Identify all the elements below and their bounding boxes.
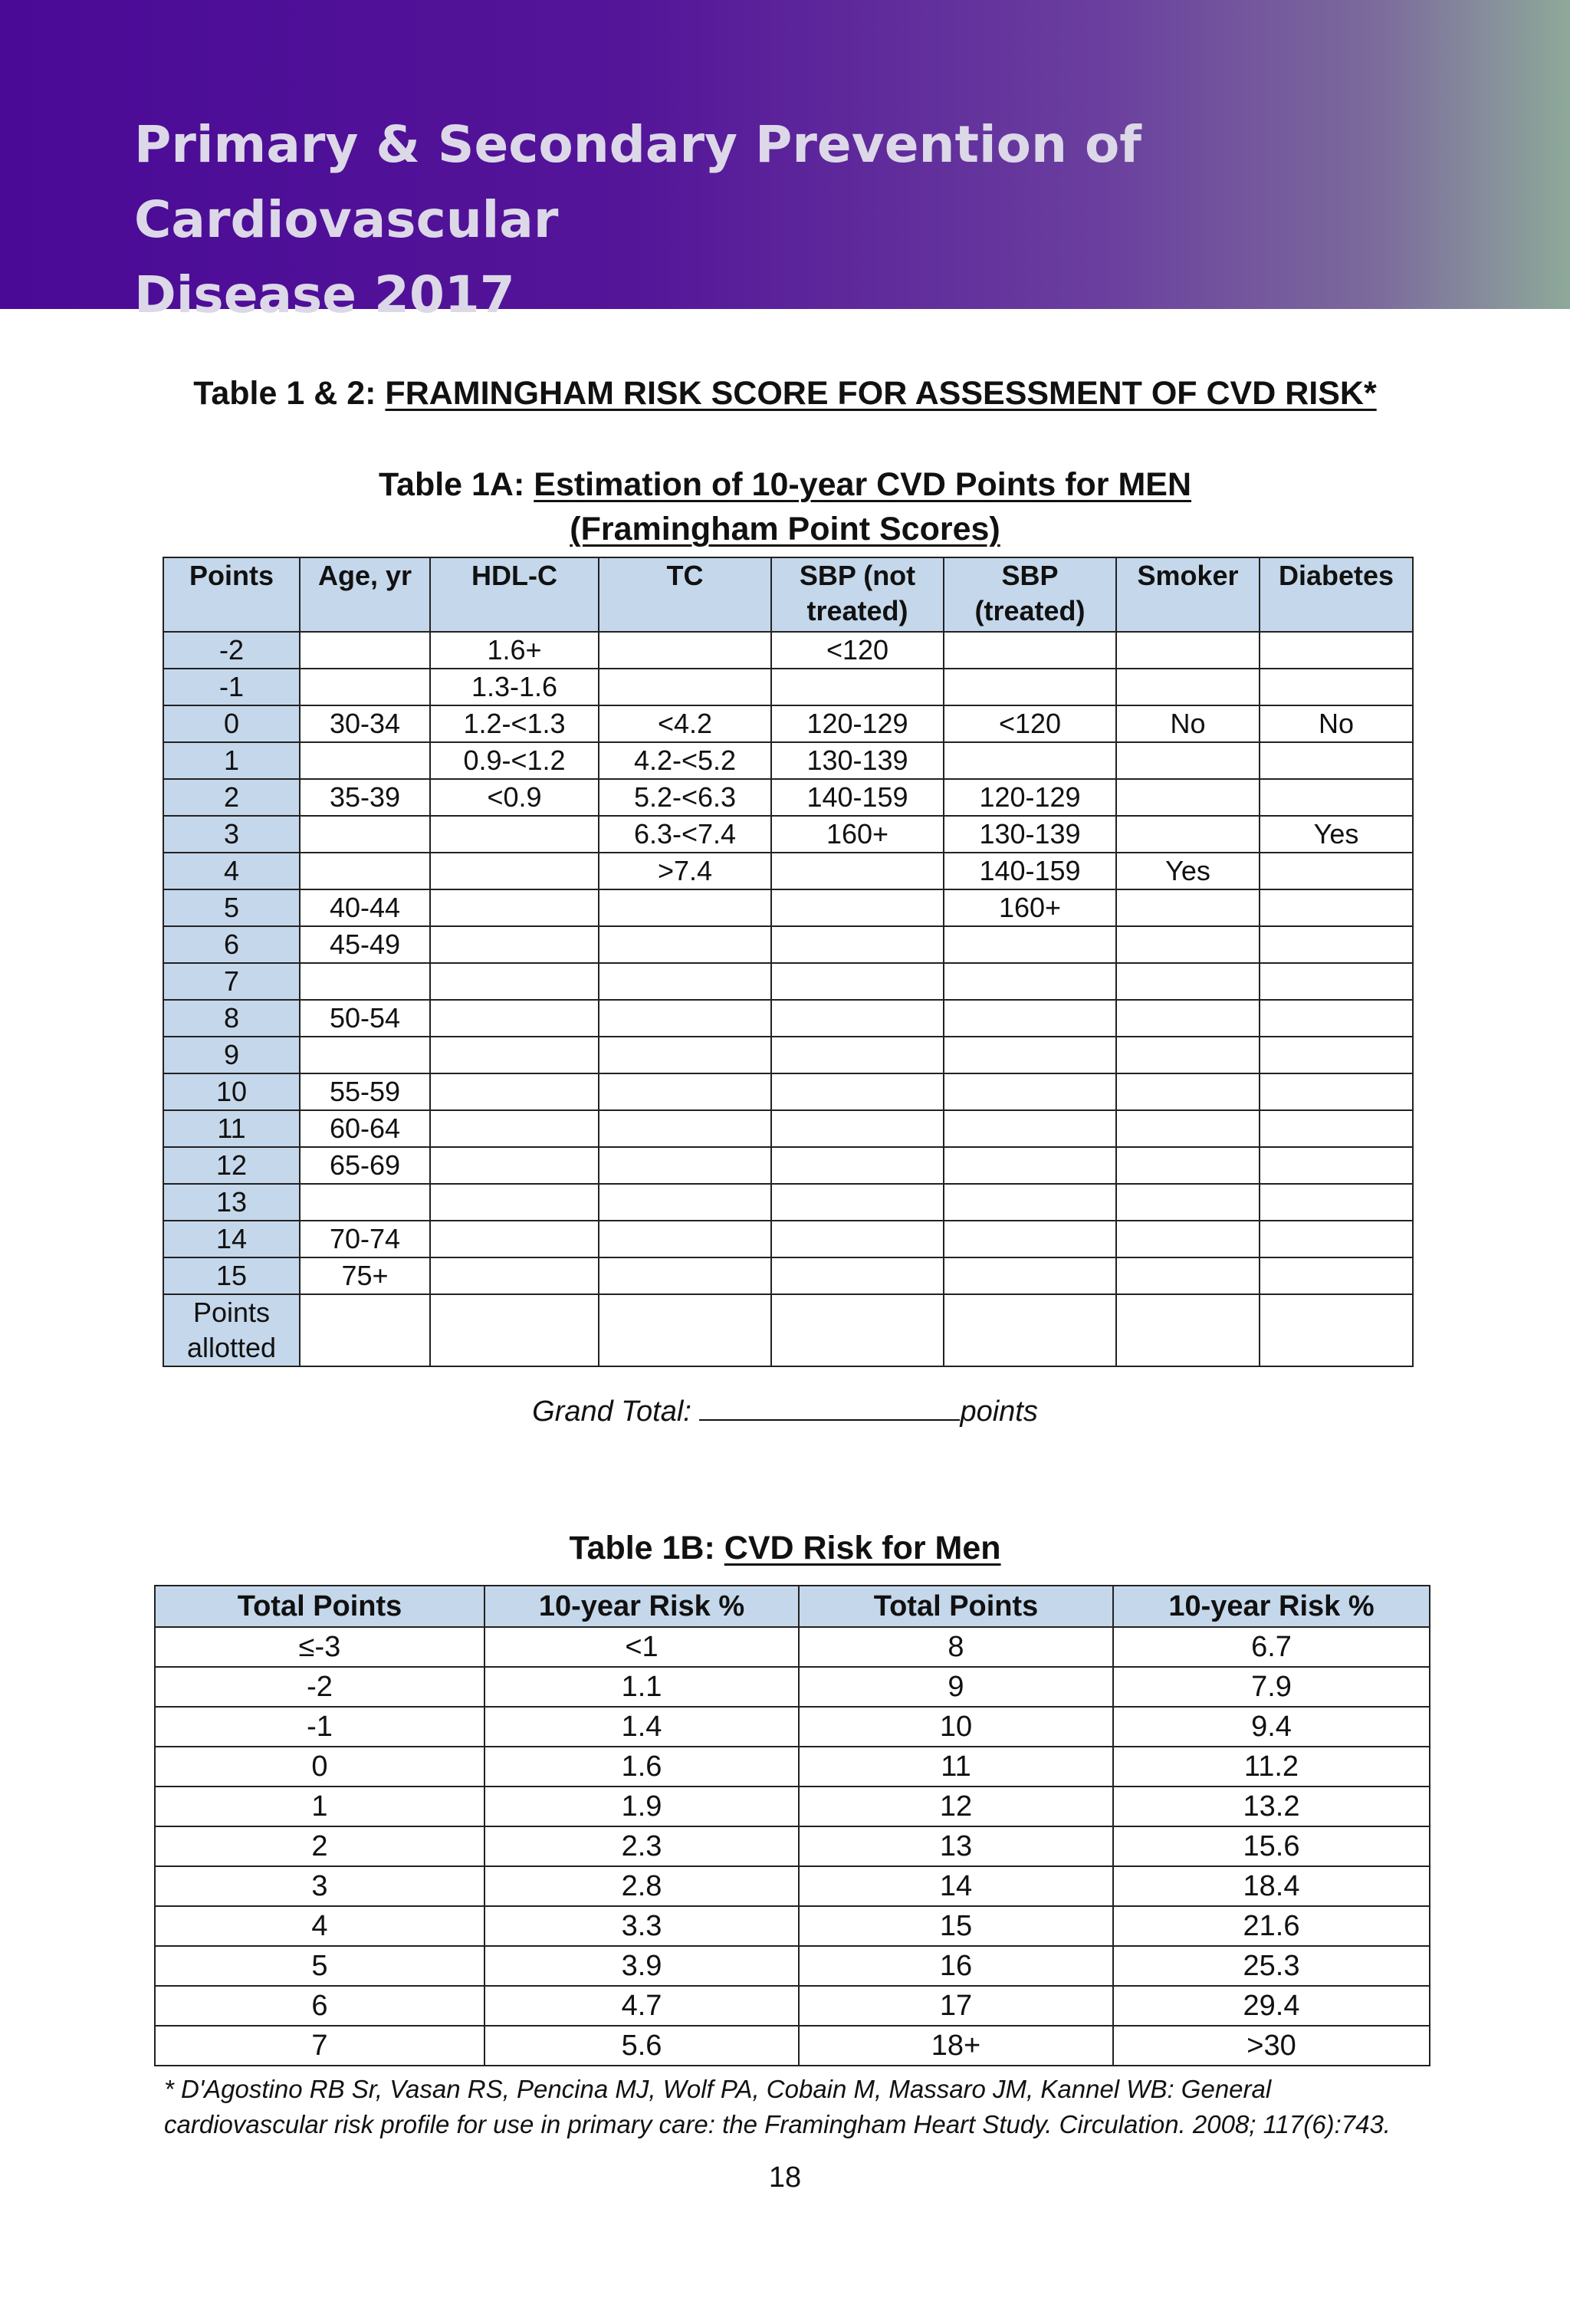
table-row [155,2026,1430,2066]
grand-total-suffix: points [960,1395,1038,1428]
table-cell [771,1037,944,1073]
footnote [164,2072,1544,2142]
table-cell [1260,1184,1413,1221]
framingham-points-table [163,557,1414,1367]
table-cell [430,816,599,853]
table-cell [1260,742,1413,779]
table-cell: 35-39 [300,779,430,816]
table-cell: 5.2-<6.3 [599,779,771,816]
table-cell [1260,1000,1413,1037]
table-cell [1116,1147,1260,1184]
table-cell: <120 [771,632,944,669]
table-cell: 1.2-<1.3 [430,705,599,742]
table-cell [599,889,771,926]
table-cell [1116,669,1260,705]
table-cell [430,926,599,963]
table-cell: 130-139 [944,816,1116,853]
col-header-smoker: Smoker [1116,557,1260,632]
table-cell [599,1294,771,1366]
document-title-line1: Primary & Secondary Prevention of Cardiovascular [134,115,1142,249]
points-cell: 3 [163,816,300,853]
table1b-prefix: Table 1B: [569,1530,715,1566]
section-heading [0,373,1570,413]
points-cell: 13 [163,1184,300,1221]
table-cell [430,1184,599,1221]
grand-total-line [0,1392,1570,1432]
points-cell: 8 [163,1000,300,1037]
table-cell [1260,632,1413,669]
table-cell: 1.6+ [430,632,599,669]
points-cell: Points allotted [163,1294,300,1366]
table-cell [1260,926,1413,963]
table-cell [599,1110,771,1147]
table-cell [771,1110,944,1147]
table-cell [300,816,430,853]
table-cell [300,1294,430,1366]
table-cell: 140-159 [944,853,1116,889]
table-cell: 12 [799,1787,1113,1826]
table-cell: 55-59 [300,1073,430,1110]
table-cell [599,1147,771,1184]
table-cell: 160+ [771,816,944,853]
table-cell: 10 [799,1707,1113,1747]
points-cell: -2 [163,632,300,669]
table-row [163,632,1413,669]
table-row [155,1946,1430,1986]
table-cell: 1.3-1.6 [430,669,599,705]
table-cell [430,1147,599,1184]
table-cell [599,1257,771,1294]
points-cell: 0 [163,705,300,742]
table-row [163,1110,1413,1147]
col-header-tc: TC [599,557,771,632]
table-row [163,1000,1413,1037]
table-cell: 13 [799,1826,1113,1866]
table-row [155,1906,1430,1946]
table-cell: <120 [944,705,1116,742]
table-cell [430,1037,599,1073]
table-cell [599,1221,771,1257]
document-title [134,107,1514,333]
table-cell [944,963,1116,1000]
table-cell [599,632,771,669]
col-header-total-points-2: Total Points [799,1586,1113,1627]
table-cell: -1 [155,1707,484,1747]
table-cell: 15.6 [1113,1826,1430,1866]
points-cell: 6 [163,926,300,963]
points-cell: 7 [163,963,300,1000]
table-row [155,1986,1430,2026]
table-cell [944,1037,1116,1073]
table-cell [1116,926,1260,963]
table-cell: 16 [799,1946,1113,1986]
table1a-title [0,462,1570,551]
table-row [163,816,1413,853]
table-cell [599,669,771,705]
table-cell [1116,1184,1260,1221]
grand-total-label: Grand Total: [532,1395,691,1428]
table-cell: 130-139 [771,742,944,779]
table-cell [944,632,1116,669]
table-cell [1260,1257,1413,1294]
table-cell: >7.4 [599,853,771,889]
table-cell [1116,1037,1260,1073]
table-row [163,1037,1413,1073]
table-cell [944,742,1116,779]
table-cell [300,632,430,669]
table-cell: 7 [155,2026,484,2066]
table-cell [1116,742,1260,779]
table-cell [944,926,1116,963]
table-cell [1116,1110,1260,1147]
table-cell: 7.9 [1113,1667,1430,1707]
table-cell [430,963,599,1000]
table-cell: 50-54 [300,1000,430,1037]
table-cell: <1 [484,1627,799,1667]
col-header-points: Points [163,557,300,632]
table-cell: 5 [155,1946,484,1986]
table-cell [944,1221,1116,1257]
table1b-title-text: CVD Risk for Men [724,1530,1001,1566]
table-cell: 45-49 [300,926,430,963]
table-cell: 0.9-<1.2 [430,742,599,779]
table1b-title [0,1527,1570,1570]
table-cell [1260,1221,1413,1257]
table-cell [771,1184,944,1221]
table-cell: 60-64 [300,1110,430,1147]
table-cell [300,742,430,779]
table-row [163,742,1413,779]
table-row [163,926,1413,963]
table-cell [771,926,944,963]
table-cell: 40-44 [300,889,430,926]
table-cell [944,1000,1116,1037]
table-cell [1260,1037,1413,1073]
table-cell: 6 [155,1986,484,2026]
table-cell [944,669,1116,705]
table-cell [430,1221,599,1257]
table-cell: 70-74 [300,1221,430,1257]
table-cell: Yes [1116,853,1260,889]
table1a-title-line2: (Framingham Point Scores) [570,511,1000,547]
table-row [163,963,1413,1000]
table-cell: 1.9 [484,1787,799,1826]
table-cell: Yes [1260,816,1413,853]
footnote-line1: * D'Agostino RB Sr, Vasan RS, Pencina MJ, Wolf PA, Cobain M, Massaro JM, Kannel WB: General [164,2075,1272,2103]
table-cell: 2.8 [484,1866,799,1906]
table-cell [1116,1294,1260,1366]
table-cell: 5.6 [484,2026,799,2066]
table-cell [1116,1221,1260,1257]
table-cell: 3.3 [484,1906,799,1946]
table-cell: 75+ [300,1257,430,1294]
table-row [155,1627,1430,1667]
table-cell [430,1257,599,1294]
section-heading-prefix: Table 1 & 2: [193,375,376,412]
table-cell: 1.4 [484,1707,799,1747]
table-cell: 14 [799,1866,1113,1906]
table-cell: 18+ [799,2026,1113,2066]
table-header-row [163,557,1413,632]
table-cell [1260,1073,1413,1110]
col-header-risk: 10-year Risk % [484,1586,799,1627]
table-cell [771,1073,944,1110]
table-cell: No [1116,705,1260,742]
table-cell [300,1184,430,1221]
table-row [163,889,1413,926]
table-cell: 1.1 [484,1667,799,1707]
table-cell: 21.6 [1113,1906,1430,1946]
table-cell [771,1000,944,1037]
cvd-risk-table [154,1585,1430,2066]
points-cell: 15 [163,1257,300,1294]
table-cell [430,889,599,926]
table-cell [430,1110,599,1147]
table-cell [1260,889,1413,926]
table-cell: >30 [1113,2026,1430,2066]
table-cell [771,1221,944,1257]
table1a-prefix: Table 1A: [378,466,525,503]
page-number: 18 [768,2161,802,2194]
table-row [163,1257,1413,1294]
table-row [155,1707,1430,1747]
table-cell [1260,1110,1413,1147]
table-cell [1116,889,1260,926]
table-cell: 6.7 [1113,1627,1430,1667]
table-cell: 1.6 [484,1747,799,1787]
table-cell: 11.2 [1113,1747,1430,1787]
table-cell: 160+ [944,889,1116,926]
section-heading-text: FRAMINGHAM RISK SCORE FOR ASSESSMENT OF CVD RISK* [385,375,1377,412]
table-cell [944,1184,1116,1221]
points-cell: 12 [163,1147,300,1184]
table-cell [1260,1294,1413,1366]
table-cell: 6.3-<7.4 [599,816,771,853]
table-cell [599,963,771,1000]
table-cell: 4.7 [484,1986,799,2026]
table-cell: 13.2 [1113,1787,1430,1826]
table-cell: 0 [155,1747,484,1787]
table-cell: 30-34 [300,705,430,742]
table-cell: 25.3 [1113,1946,1430,1986]
table-cell [1260,669,1413,705]
table-cell [944,1073,1116,1110]
table-cell [430,1073,599,1110]
table-cell: 1 [155,1787,484,1826]
col-header-sbp-treated: SBP (treated) [944,557,1116,632]
table-cell [430,1294,599,1366]
col-header-risk-2: 10-year Risk % [1113,1586,1430,1627]
table-cell [1116,779,1260,816]
col-header-hdl: HDL-C [430,557,599,632]
table-row [163,1147,1413,1184]
table-cell: 140-159 [771,779,944,816]
table-cell: 17 [799,1986,1113,2026]
points-cell: 1 [163,742,300,779]
table-cell: -2 [155,1667,484,1707]
table-cell [944,1110,1116,1147]
document-title-line2: Disease 2017 [134,265,515,324]
table-cell: 120-129 [944,779,1116,816]
table-cell [771,853,944,889]
table-cell [300,1037,430,1073]
table-cell: 2 [155,1826,484,1866]
table-cell [430,1000,599,1037]
table-cell: 3 [155,1866,484,1906]
table-cell: 15 [799,1906,1113,1946]
table-cell [1116,816,1260,853]
table-cell: <0.9 [430,779,599,816]
points-cell: 5 [163,889,300,926]
table-cell [1116,963,1260,1000]
table-cell [771,1147,944,1184]
table-cell [300,669,430,705]
table-row [155,1866,1430,1906]
table-row [163,853,1413,889]
col-header-total-points: Total Points [155,1586,484,1627]
points-cell: 4 [163,853,300,889]
table-cell: ≤-3 [155,1627,484,1667]
table-cell [300,963,430,1000]
table-cell: 120-129 [771,705,944,742]
table-row [163,705,1413,742]
table-row [163,1184,1413,1221]
table-cell [771,1294,944,1366]
col-header-age: Age, yr [300,557,430,632]
table-cell: No [1260,705,1413,742]
table-row [155,1747,1430,1787]
table-row [163,1294,1413,1366]
points-cell: 14 [163,1221,300,1257]
points-cell: 9 [163,1037,300,1073]
table-cell [944,1294,1116,1366]
table-cell: 8 [799,1627,1113,1667]
table1a-title-line1: Estimation of 10-year CVD Points for MEN [534,466,1192,503]
table-cell [1116,1257,1260,1294]
table-cell: 2.3 [484,1826,799,1866]
table-row [163,669,1413,705]
table-cell [1260,779,1413,816]
table-cell [1116,632,1260,669]
table-cell: 4 [155,1906,484,1946]
table-cell [599,1000,771,1037]
table-cell [1260,853,1413,889]
points-cell: 10 [163,1073,300,1110]
table-cell [599,926,771,963]
table-row [155,1667,1430,1707]
table-cell [599,1073,771,1110]
table-cell [1116,1000,1260,1037]
table-cell [771,1257,944,1294]
table-row [163,1073,1413,1110]
table-cell: 29.4 [1113,1986,1430,2026]
table-cell [1116,1073,1260,1110]
footnote-line2: cardiovascular risk profile for use in primary care: the Framingham Heart Study. Circulation. 2008; 117(6):743. [164,2110,1391,2138]
table-cell: 4.2-<5.2 [599,742,771,779]
table-row [155,1826,1430,1866]
table-cell [1260,1147,1413,1184]
table-cell [599,1037,771,1073]
table-cell [599,1184,771,1221]
table-cell [771,889,944,926]
table-cell [300,853,430,889]
table-cell [1260,963,1413,1000]
points-cell: 11 [163,1110,300,1147]
table-cell: 18.4 [1113,1866,1430,1906]
table-row [163,1221,1413,1257]
table-row [155,1787,1430,1826]
table-cell: 65-69 [300,1147,430,1184]
table-cell [771,669,944,705]
table-cell: 3.9 [484,1946,799,1986]
grand-total-blank [699,1392,960,1421]
table-cell: 9.4 [1113,1707,1430,1747]
table-header-row [155,1586,1430,1627]
table-cell [944,1147,1116,1184]
header-banner [0,0,1570,324]
points-cell: 2 [163,779,300,816]
col-header-diabetes: Diabetes [1260,557,1413,632]
points-cell: -1 [163,669,300,705]
col-header-sbp-not-treated: SBP (not treated) [771,557,944,632]
table-cell: 9 [799,1667,1113,1707]
table-cell [771,963,944,1000]
table-cell: <4.2 [599,705,771,742]
table-cell [944,1257,1116,1294]
table-row [163,779,1413,816]
table-cell [430,853,599,889]
table-cell: 11 [799,1747,1113,1787]
